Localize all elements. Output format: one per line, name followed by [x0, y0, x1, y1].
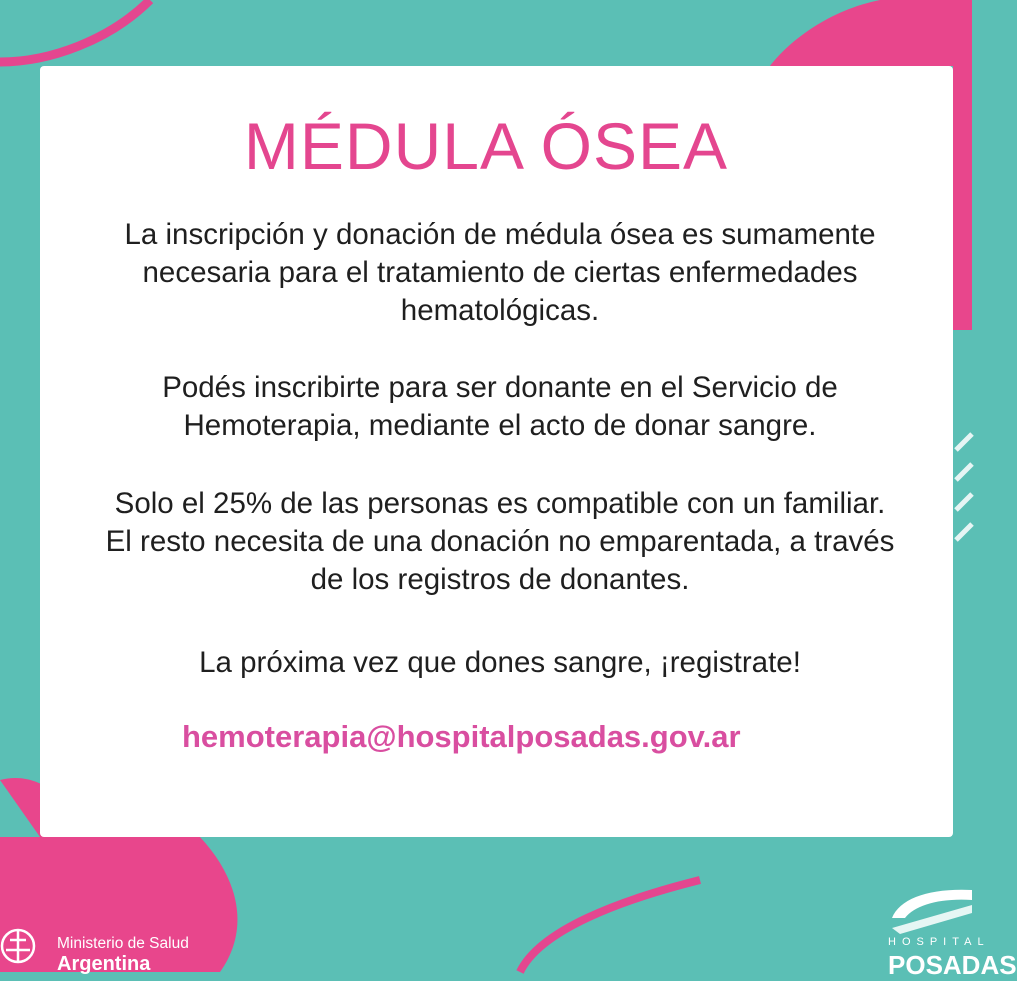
paragraph-compatibility: Solo el 25% de las personas es compatible con un familiar. El resto necesita de una donación no emparentada, a través de los registros de donantes. — [105, 487, 895, 596]
paragraph-call-to-action: La próxima vez que dones sangre, ¡registrate! — [199, 646, 801, 679]
pink-arc-bottom — [520, 880, 700, 972]
paragraph-registration: La inscripción y donación de médula ósea es sumamente necesaria para el tratamiento de ciertas enfermedades hematológicas. — [124, 218, 876, 327]
stripes-right — [956, 434, 972, 540]
hospital-name: POSADAS — [888, 950, 1017, 980]
ministry-country: Argentina — [57, 953, 151, 975]
ministry-name: Ministerio de Salud — [57, 935, 189, 952]
page-title: MÉDULA ÓSEA — [243, 109, 729, 183]
pink-arc-top-left — [0, 0, 150, 62]
paragraph-enroll: Podés inscribirte para ser donante en el Servicio de Hemoterapia, mediante el acto de donar sangre. — [162, 371, 838, 442]
hospital-logo-icon — [892, 890, 972, 934]
contact-email-link[interactable]: hemoterapia@hospitalposadas.gov.ar — [182, 719, 741, 754]
hospital-label: HOSPITAL — [888, 936, 990, 948]
